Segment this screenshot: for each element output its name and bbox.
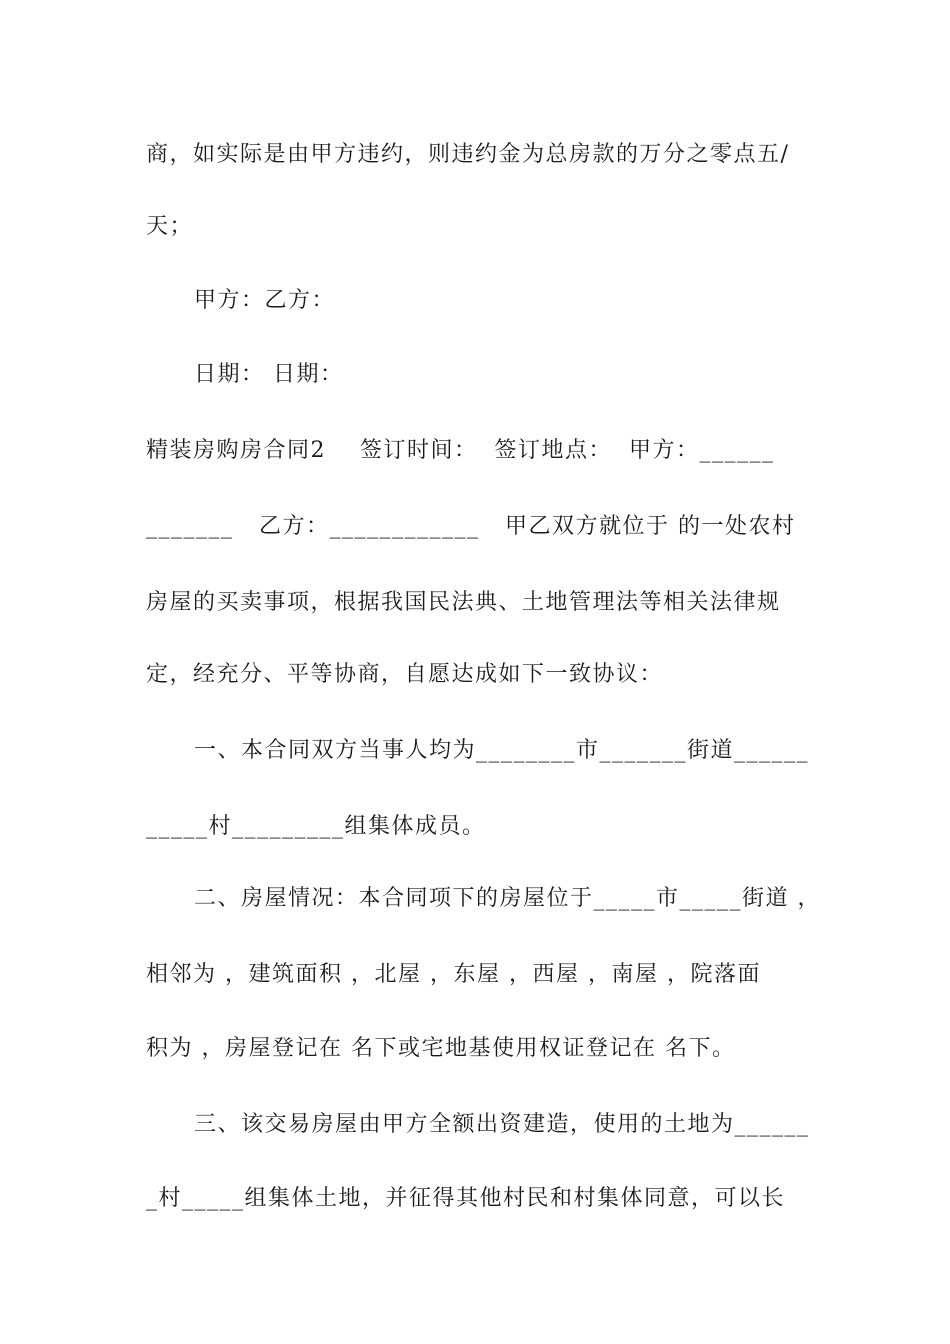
text-line-1: 商，如实际是由甲方违约，则违约金为总房款的万分之零点五/ [146, 142, 790, 167]
text-line-7: 房屋的买卖事项，根据我国民法典、土地管理法等相关法律规 [146, 590, 781, 615]
clause-2-line-3: 积为 ，房屋登记在 名下或宅地基使用权证登记在 名下。 [146, 1036, 736, 1061]
text-line-8: 定，经充分、平等协商，自愿达成如下一致协议： [146, 662, 664, 687]
clause-2-line-2: 相邻为 ，建筑面积 ，北屋 ，东屋 ，西屋 ，南屋 ，院落面 [146, 962, 761, 987]
clause-3-line-2: _村_____组集体土地，并征得其他村民和村集体同意，可以长 [146, 1186, 786, 1211]
text-line-2: 天； [146, 214, 194, 239]
party-signatures-line: 甲方：乙方： [194, 288, 336, 313]
clause-1-line-1: 一、本合同双方当事人均为________市_______街道______ [194, 738, 810, 763]
date-signatures-line: 日期： 日期： [194, 362, 344, 387]
clause-1-line-2: _____村_________组集体成员。 [146, 814, 486, 839]
text-line-6: _______ 乙方：____________ 甲乙双方就位于 的一处农村 [146, 514, 796, 539]
clause-3-line-1: 三、该交易房屋由甲方全额出资建造，使用的土地为______ [194, 1112, 810, 1137]
contract-title-line: 精装房购房合同2 签订时间： 签订地点： 甲方：______ [146, 438, 775, 463]
clause-2-line-1: 二、房屋情况：本合同项下的房屋位于_____市_____街道 ， [194, 886, 821, 911]
